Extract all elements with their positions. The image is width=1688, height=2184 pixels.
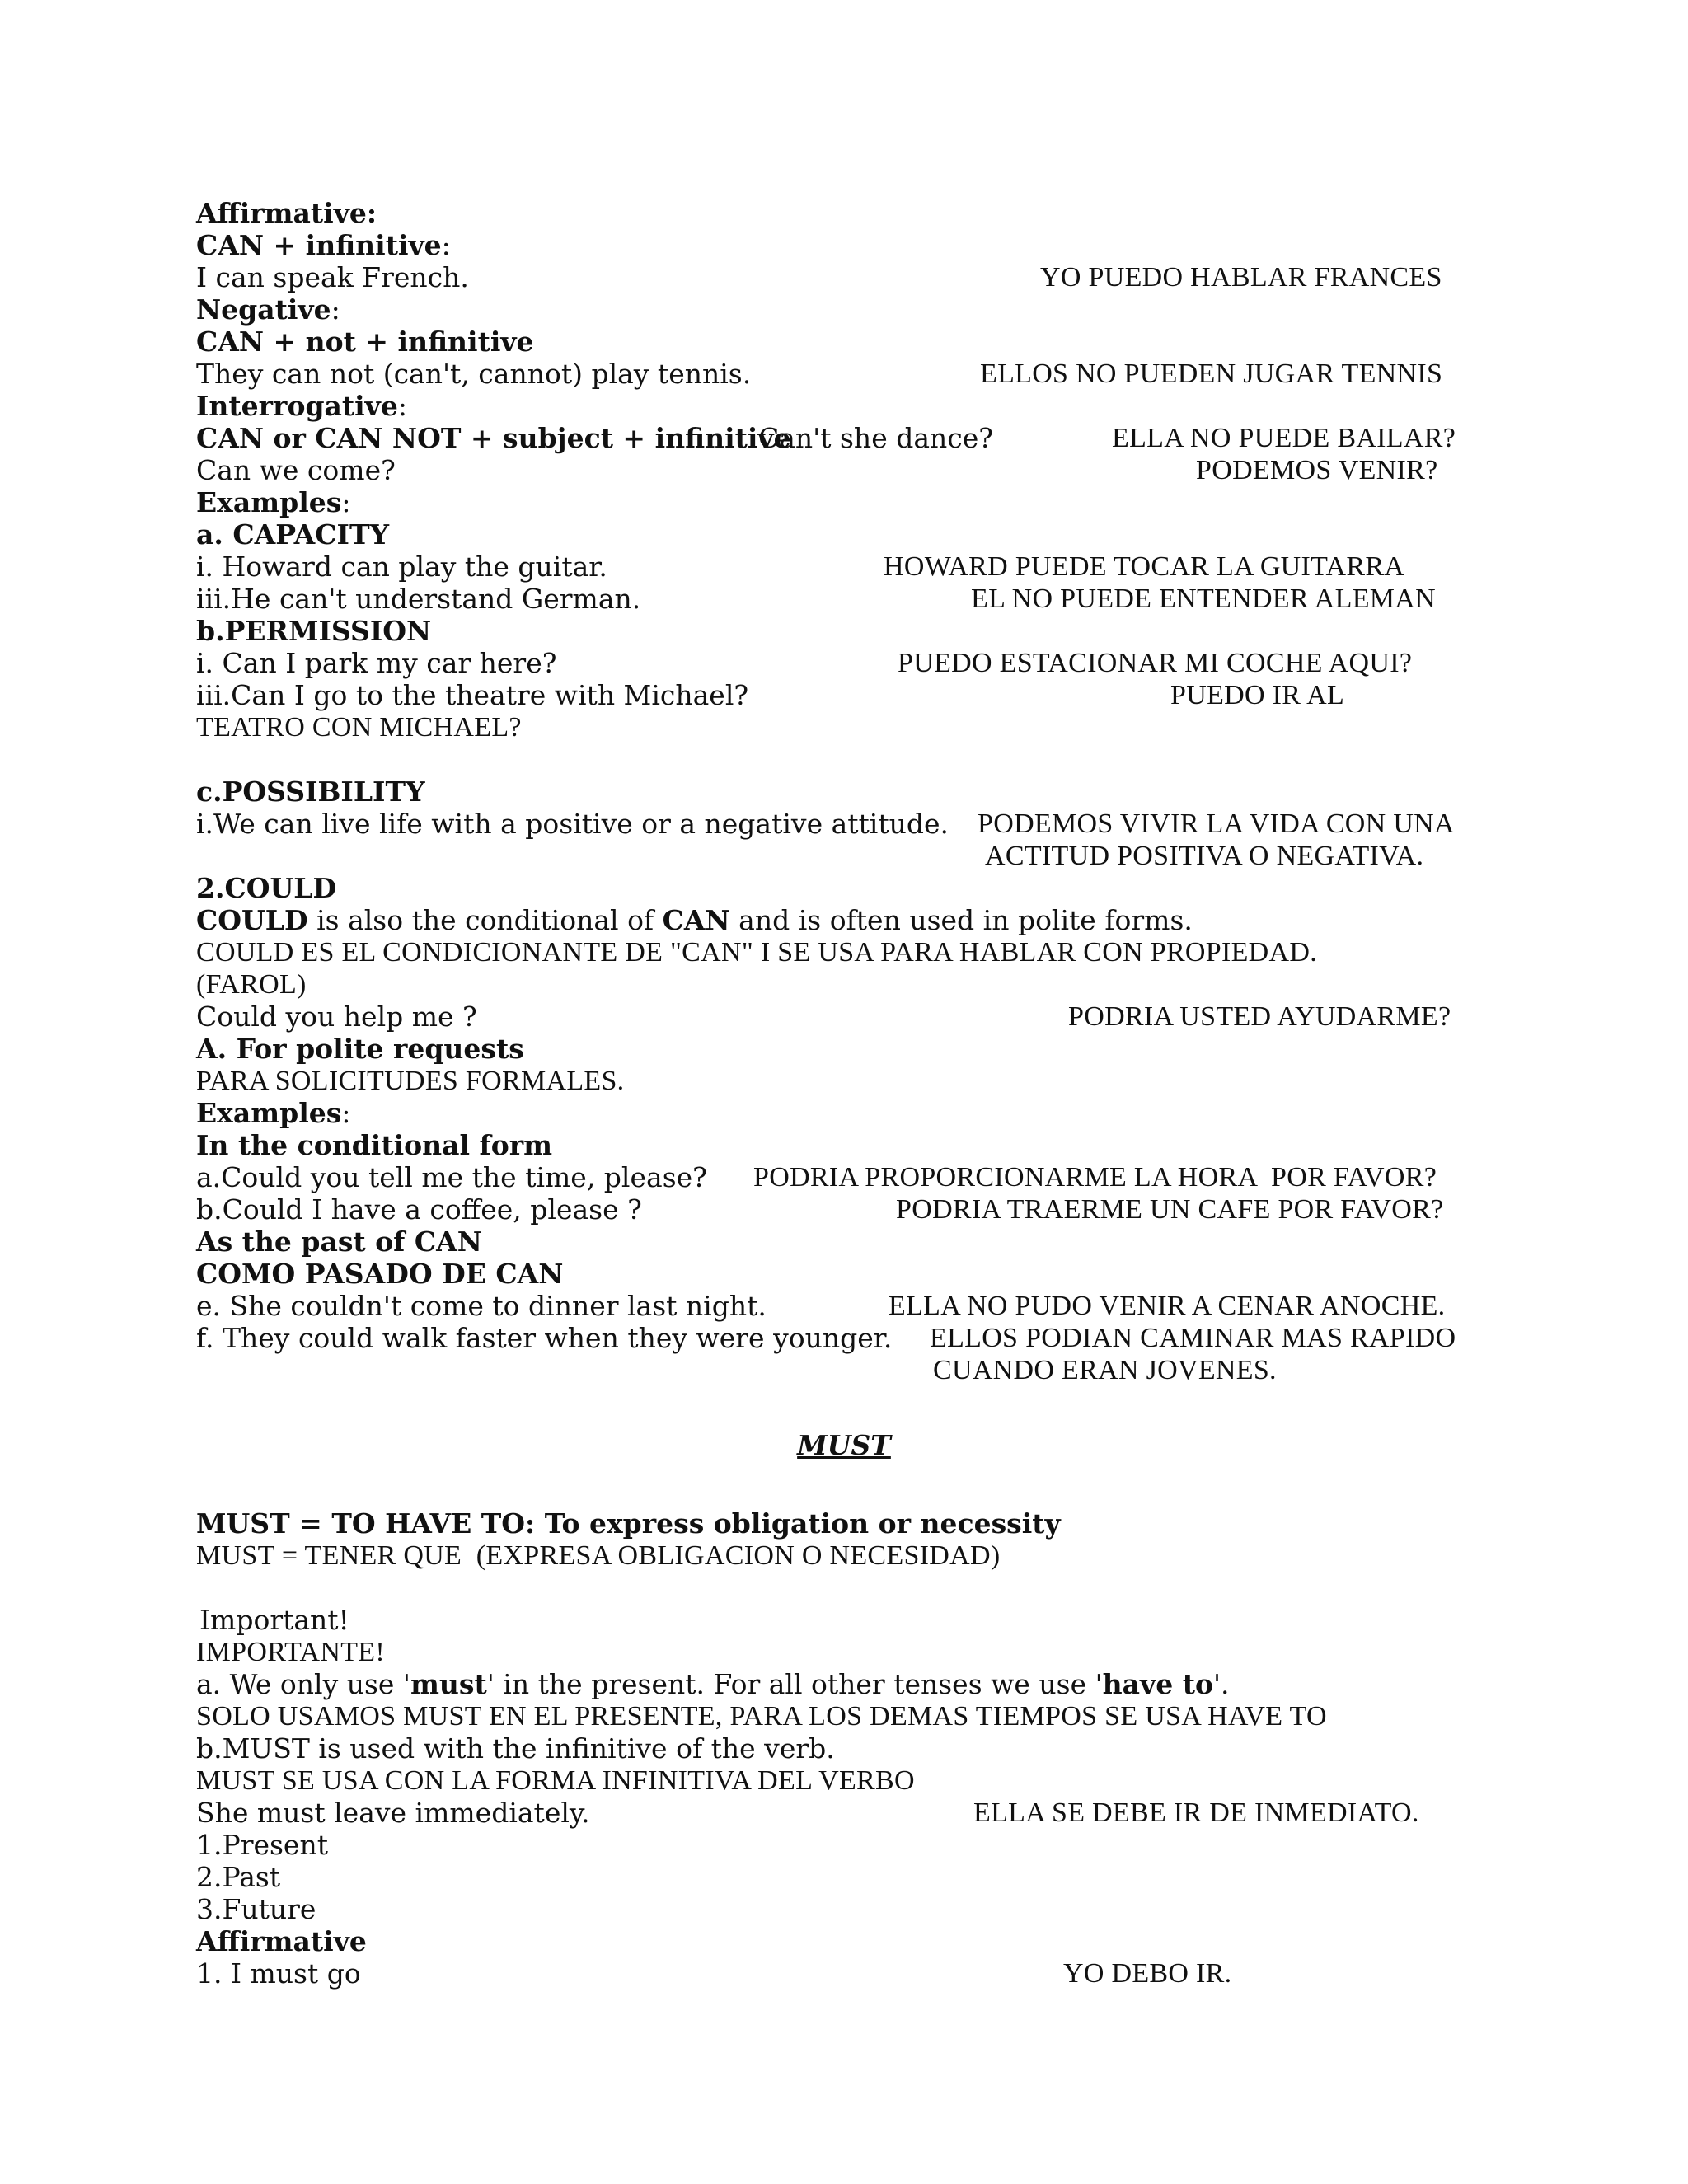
polite-requests-es: PARA SOLICITUDES FORMALES. <box>196 1066 625 1096</box>
capacity-example-2-es: EL NO PUEDE ENTENDER ALEMAN <box>971 583 1437 614</box>
capacity-example-1-en: i. Howard can play the guitar. <box>196 551 607 583</box>
could-intro-bold-could: COULD <box>196 904 308 936</box>
must-example-en: She must leave immediately. <box>196 1797 590 1829</box>
must-tense-past: 2.Past <box>196 1861 281 1893</box>
can-affirmative-heading: Affirmative: <box>196 197 377 229</box>
can-example-4-en: Can we come? <box>196 454 396 486</box>
conditional-example-1-en: a.Could you tell me the time, please? <box>196 1161 707 1193</box>
conditional-form-heading: In the conditional form <box>196 1129 553 1161</box>
must-note-a-post: '. <box>1212 1668 1230 1700</box>
permission-example-2-en: iii.Can I go to the theatre with Michael? <box>196 679 749 711</box>
past-of-can-heading-es: COMO PASADO DE CAN <box>196 1258 564 1290</box>
could-intro-text-2: and is often used in polite forms. <box>729 904 1193 936</box>
past-example-2-en: f. They could walk faster when they were younger. <box>196 1322 893 1354</box>
permission-example-2-es-part2: TEATRO CON MICHAEL? <box>196 712 522 743</box>
must-note-a-bold-have-to: have to <box>1102 1668 1213 1700</box>
can-example-3-es: ELLA NO PUEDE BAILAR? <box>1112 423 1456 453</box>
can-example-2-es: ELLOS NO PUEDEN JUGAR TENNIS <box>980 359 1443 389</box>
can-negative-formula: CAN + not + infinitive <box>196 326 534 358</box>
permission-example-1-es: PUEDO ESTACIONAR MI COCHE AQUI? <box>898 648 1413 678</box>
can-interrogative-heading-line: Interrogative: <box>196 390 407 422</box>
possibility-example-1-es-line2: ACTITUD POSITIVA O NEGATIVA. <box>985 841 1424 871</box>
conditional-example-2-es: PODRIA TRAERME UN CAFE POR FAVOR? <box>896 1194 1444 1225</box>
can-affirmative-formula: CAN + infinitive <box>196 229 442 261</box>
possibility-example-1-en: i.We can live life with a positive or a negative attitude. <box>196 808 949 840</box>
can-examples-heading-line: Examples: <box>196 486 351 518</box>
must-title: MUST <box>797 1429 891 1461</box>
permission-heading: b.PERMISSION <box>196 615 432 647</box>
could-examples-heading-line: Examples: <box>196 1097 351 1129</box>
past-example-1-es: ELLA NO PUDO VENIR A CENAR ANOCHE. <box>889 1291 1446 1321</box>
past-of-can-heading: As the past of CAN <box>196 1226 482 1258</box>
capacity-example-1-es: HOWARD PUEDE TOCAR LA GUITARRA <box>884 551 1405 582</box>
capacity-heading: a. CAPACITY <box>196 518 390 551</box>
must-definition-es: MUST = TENER QUE (EXPRESA OBLIGACION O NECESIDAD) <box>196 1540 1001 1571</box>
could-examples-heading: Examples <box>196 1097 342 1129</box>
can-example-3-en: Can't she dance? <box>758 422 993 454</box>
possibility-example-1-es-line1: PODEMOS VIVIR LA VIDA CON UNA <box>978 808 1455 839</box>
could-example-es: PODRIA USTED AYUDARME? <box>1068 1001 1451 1032</box>
can-affirmative-formula-line: CAN + infinitive: <box>196 229 451 261</box>
could-heading: 2.COULD <box>196 872 337 904</box>
possibility-heading: c.POSSIBILITY <box>196 776 425 808</box>
past-example-1-en: e. She couldn't come to dinner last night. <box>196 1290 767 1322</box>
must-important-es: IMPORTANTE! <box>196 1637 385 1667</box>
can-interrogative-formula: CAN or CAN NOT + subject + infinitive <box>196 422 791 454</box>
must-affirmative-heading: Affirmative <box>196 1925 367 1957</box>
must-note-a-bold-must: must <box>410 1668 487 1700</box>
must-note-a-mid: ' in the present. For all other tenses we use ' <box>486 1668 1103 1700</box>
capacity-example-2-en: iii.He can't understand German. <box>196 583 641 615</box>
past-example-2-es-line2: CUANDO ERAN JOVENES. <box>933 1355 1277 1385</box>
could-intro-es: COULD ES EL CONDICIONANTE DE "CAN" I SE USA PARA HABLAR CON PROPIEDAD. <box>196 937 1318 968</box>
must-note-a-pre: a. We only use ' <box>196 1668 410 1700</box>
can-examples-heading: Examples <box>196 486 342 518</box>
can-example-1-en: I can speak French. <box>196 261 469 293</box>
can-negative-heading-line: Negative: <box>196 293 340 326</box>
polite-requests-heading: A. For polite requests <box>196 1033 524 1065</box>
must-tense-present: 1.Present <box>196 1829 328 1861</box>
can-negative-heading: Negative <box>196 293 331 326</box>
must-tense-future: 3.Future <box>196 1893 316 1925</box>
can-interrogative-heading: Interrogative <box>196 390 398 422</box>
must-affirmative-example-1-es: YO DEBO IR. <box>1063 1958 1232 1989</box>
must-note-a <box>196 1668 1230 1700</box>
must-important: Important! <box>199 1604 349 1636</box>
can-example-2-en: They can not (can't, cannot) play tennis. <box>196 358 752 390</box>
conditional-example-1-es: PODRIA PROPORCIONARME LA HORA POR FAVOR? <box>753 1162 1437 1193</box>
could-intro <box>196 904 1193 936</box>
past-example-2-es-line1: ELLOS PODIAN CAMINAR MAS RAPIDO <box>930 1323 1456 1353</box>
can-example-1-es: YO PUEDO HABLAR FRANCES <box>1040 262 1442 293</box>
must-affirmative-example-1-en: 1. I must go <box>196 1957 361 1990</box>
could-intro-bold-can: CAN <box>662 904 730 936</box>
permission-example-1-en: i. Can I park my car here? <box>196 647 557 679</box>
must-note-a-es: SOLO USAMOS MUST EN EL PRESENTE, PARA LOS DEMAS TIEMPOS SE USA HAVE TO <box>196 1701 1327 1732</box>
could-intro-es-2: (FAROL) <box>196 969 307 1000</box>
conditional-example-2-en: b.Could I have a coffee, please ? <box>196 1193 642 1226</box>
could-example-en: Could you help me ? <box>196 1001 477 1033</box>
must-note-b: b.MUST is used with the infinitive of the verb. <box>196 1732 835 1765</box>
must-definition: MUST = TO HAVE TO: To express obligation or necessity <box>196 1507 1061 1540</box>
must-example-es: ELLA SE DEBE IR DE INMEDIATO. <box>973 1797 1419 1828</box>
permission-example-2-es-part1: PUEDO IR AL <box>1170 680 1345 710</box>
can-example-4-es: PODEMOS VENIR? <box>1196 455 1438 485</box>
must-note-b-es: MUST SE USA CON LA FORMA INFINITIVA DEL VERBO <box>196 1765 915 1796</box>
could-intro-text-1: is also the conditional of <box>307 904 663 936</box>
